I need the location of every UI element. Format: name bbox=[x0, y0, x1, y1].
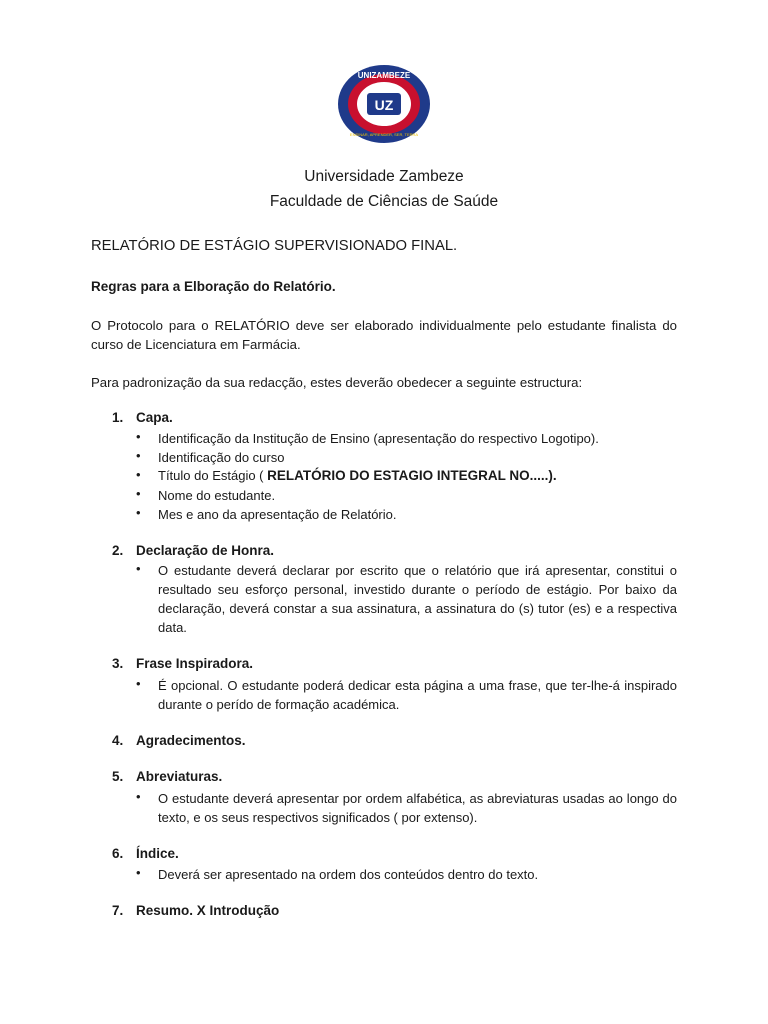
bullet-icon: • bbox=[136, 561, 141, 576]
faculty-name: Faculdade de Ciências de Saúde bbox=[269, 193, 499, 210]
bullet-icon: • bbox=[136, 505, 141, 520]
bullet-icon: • bbox=[136, 676, 141, 691]
section-4-number: 4. bbox=[112, 733, 124, 748]
bullet-icon: • bbox=[136, 429, 141, 444]
document-title: RELATÓRIO DE ESTÁGIO SUPERVISIONADO FINAL. bbox=[91, 238, 458, 254]
section-7-title: Resumo. X Introdução bbox=[136, 903, 280, 918]
section-1-bullet-4: Nome do estudante. bbox=[158, 488, 276, 503]
section-1-bullet-3-text: Título do Estágio ( bbox=[158, 468, 264, 483]
university-name: Universidade Zambeze bbox=[304, 168, 464, 185]
section-5-title: Abreviaturas. bbox=[136, 769, 223, 784]
section-2-title: Declaração de Honra. bbox=[136, 543, 275, 558]
section-4-title: Agradecimentos. bbox=[136, 733, 246, 748]
section-1-bullet-3 bbox=[158, 466, 677, 485]
rules-heading: Regras para a Elboração do Relatório. bbox=[91, 279, 336, 294]
section-7-number: 7. bbox=[112, 903, 124, 918]
section-6-title: Índice. bbox=[136, 846, 179, 861]
section-3-number: 3. bbox=[112, 656, 124, 671]
section-1-bullet-3-bold: RELATÓRIO DO ESTAGIO INTEGRAL NO.....). bbox=[267, 468, 557, 483]
section-1-bullet-1: Identificação da Institução de Ensino (apresentação do respectivo Logotipo). bbox=[158, 431, 599, 446]
section-2-number: 2. bbox=[112, 543, 124, 558]
section-1-number: 1. bbox=[112, 410, 124, 425]
bullet-icon: • bbox=[136, 865, 141, 880]
section-3-bullet-1: É opcional. O estudante poderá dedicar esta página a uma frase, que ter-lhe-á inspirado durante o perído de formação académica. bbox=[158, 678, 677, 712]
section-6-number: 6. bbox=[112, 846, 124, 861]
section-5-number: 5. bbox=[112, 769, 124, 784]
bullet-icon: • bbox=[136, 467, 141, 482]
bullet-icon: • bbox=[136, 448, 141, 463]
section-1-title: Capa. bbox=[136, 410, 173, 425]
section-6-bullet-1: Deverá ser apresentado na ordem dos conteúdos dentro do texto. bbox=[158, 867, 539, 882]
logo-ring-text: UNIZAMBEZE bbox=[357, 71, 411, 80]
section-1-bullet-2: Identificação do curso bbox=[158, 450, 285, 465]
logo-center-text: UZ bbox=[374, 97, 394, 113]
section-1-bullet-5: Mes e ano da apresentação de Relatório. bbox=[158, 507, 397, 522]
bullet-icon: • bbox=[136, 486, 141, 501]
university-logo bbox=[336, 64, 432, 144]
intro-paragraph: O Protocolo para o RELATÓRIO deve ser elaborado individualmente pelo estudante finalista do curso de Licenciatura em Farmácia. bbox=[91, 318, 677, 352]
section-2-bullet-1: O estudante deverá declarar por escrito que o relatório que irá apresentar, constitui o resultado seu esforço personal, investido durante o período de estágio. Por baixo da declaração, deverá constar a sua assinatura, a assinatura do (s) tutor (es) e a respectiva data. bbox=[158, 563, 677, 635]
bullet-icon: • bbox=[136, 789, 141, 804]
structure-paragraph: Para padronização da sua redacção, estes deverão obedecer a seguinte estructura: bbox=[91, 375, 583, 390]
section-5-bullet-1: O estudante deverá apresentar por ordem alfabética, as abreviaturas usadas ao longo do texto, e os seus respectivos significados ( por extenso). bbox=[158, 791, 677, 825]
logo-motto: ENSINAR, APRENDER, SER, TERRA bbox=[349, 132, 419, 137]
section-3-title: Frase Inspiradora. bbox=[136, 656, 254, 671]
